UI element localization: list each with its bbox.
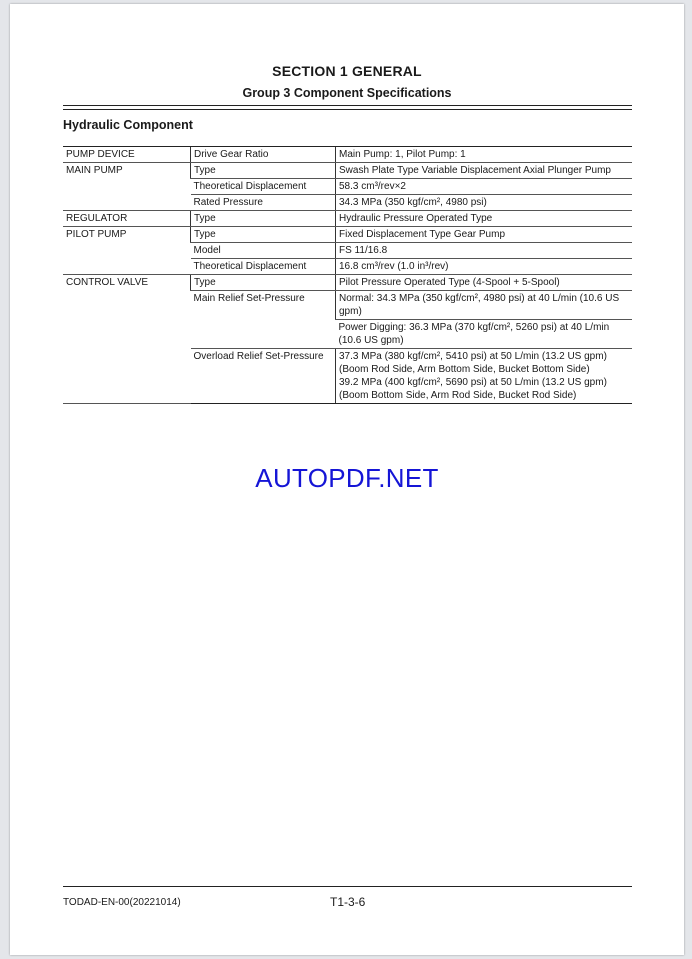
group-title: Group 3 Component Specifications [242, 86, 452, 100]
value-line: (Boom Bottom Side, Arm Rod Side, Bucket Rod Side) [339, 390, 577, 401]
item-cell: Rated Pressure [191, 195, 336, 211]
table-row [63, 275, 632, 291]
watermark: AUTOPDF.NET [255, 463, 439, 493]
item-cell: Type [191, 227, 336, 243]
spec-table [63, 146, 632, 404]
value-cell: 16.8 cm³/rev (1.0 in³/rev) [336, 259, 633, 275]
value-cell: Fixed Displacement Type Gear Pump [336, 227, 633, 243]
item-cell: Type [191, 275, 336, 291]
doc-code: TODAD-EN-00(20221014) [63, 897, 181, 908]
value-cell: FS 11/16.8 [336, 243, 633, 259]
table-row [63, 227, 632, 243]
header-double-rule [63, 105, 632, 110]
section-title: SECTION 1 GENERAL [272, 63, 422, 79]
component-cell: CONTROL VALVE [63, 275, 191, 404]
component-cell: PUMP DEVICE [63, 147, 191, 163]
item-cell: Model [191, 243, 336, 259]
value-line: 39.2 MPa (400 kgf/cm², 5690 psi) at 50 L/min (13.2 US gpm) [339, 377, 607, 388]
table-row [63, 211, 632, 227]
value-cell: 34.3 MPa (350 kgf/cm², 4980 psi) [336, 195, 633, 211]
component-cell: MAIN PUMP [63, 163, 191, 211]
value-cell: 58.3 cm³/rev×2 [336, 179, 633, 195]
value-cell: Pilot Pressure Operated Type (4-Spool + 5-Spool) [336, 275, 633, 291]
item-cell: Theoretical Displacement [191, 259, 336, 275]
item-cell: Overload Relief Set-Pressure [191, 349, 336, 404]
page-number: T1-3-6 [330, 895, 366, 909]
value-cell: Swash Plate Type Variable Displacement Axial Plunger Pump [336, 163, 633, 179]
value-cell: Hydraulic Pressure Operated Type [336, 211, 633, 227]
value-cell [336, 349, 633, 404]
value-line: 37.3 MPa (380 kgf/cm², 5410 psi) at 50 L/min (13.2 US gpm) [339, 351, 607, 362]
item-cell: Theoretical Displacement [191, 179, 336, 195]
item-cell: Main Relief Set-Pressure [191, 291, 336, 349]
document-page [10, 4, 684, 955]
value-cell: Main Pump: 1, Pilot Pump: 1 [336, 147, 633, 163]
value-line: (Boom Rod Side, Arm Bottom Side, Bucket Bottom Side) [339, 364, 590, 375]
component-cell: REGULATOR [63, 211, 191, 227]
value-cell: Normal: 34.3 MPa (350 kgf/cm², 4980 psi) at 40 L/min (10.6 US gpm) [336, 291, 633, 320]
table-row [63, 147, 632, 163]
item-cell: Type [191, 211, 336, 227]
component-cell: PILOT PUMP [63, 227, 191, 275]
item-cell: Type [191, 163, 336, 179]
item-cell: Drive Gear Ratio [191, 147, 336, 163]
footer-rule [63, 886, 632, 887]
table-row [63, 163, 632, 179]
value-cell: Power Digging: 36.3 MPa (370 kgf/cm², 5260 psi) at 40 L/min (10.6 US gpm) [336, 320, 633, 349]
sub-heading: Hydraulic Component [63, 118, 193, 132]
